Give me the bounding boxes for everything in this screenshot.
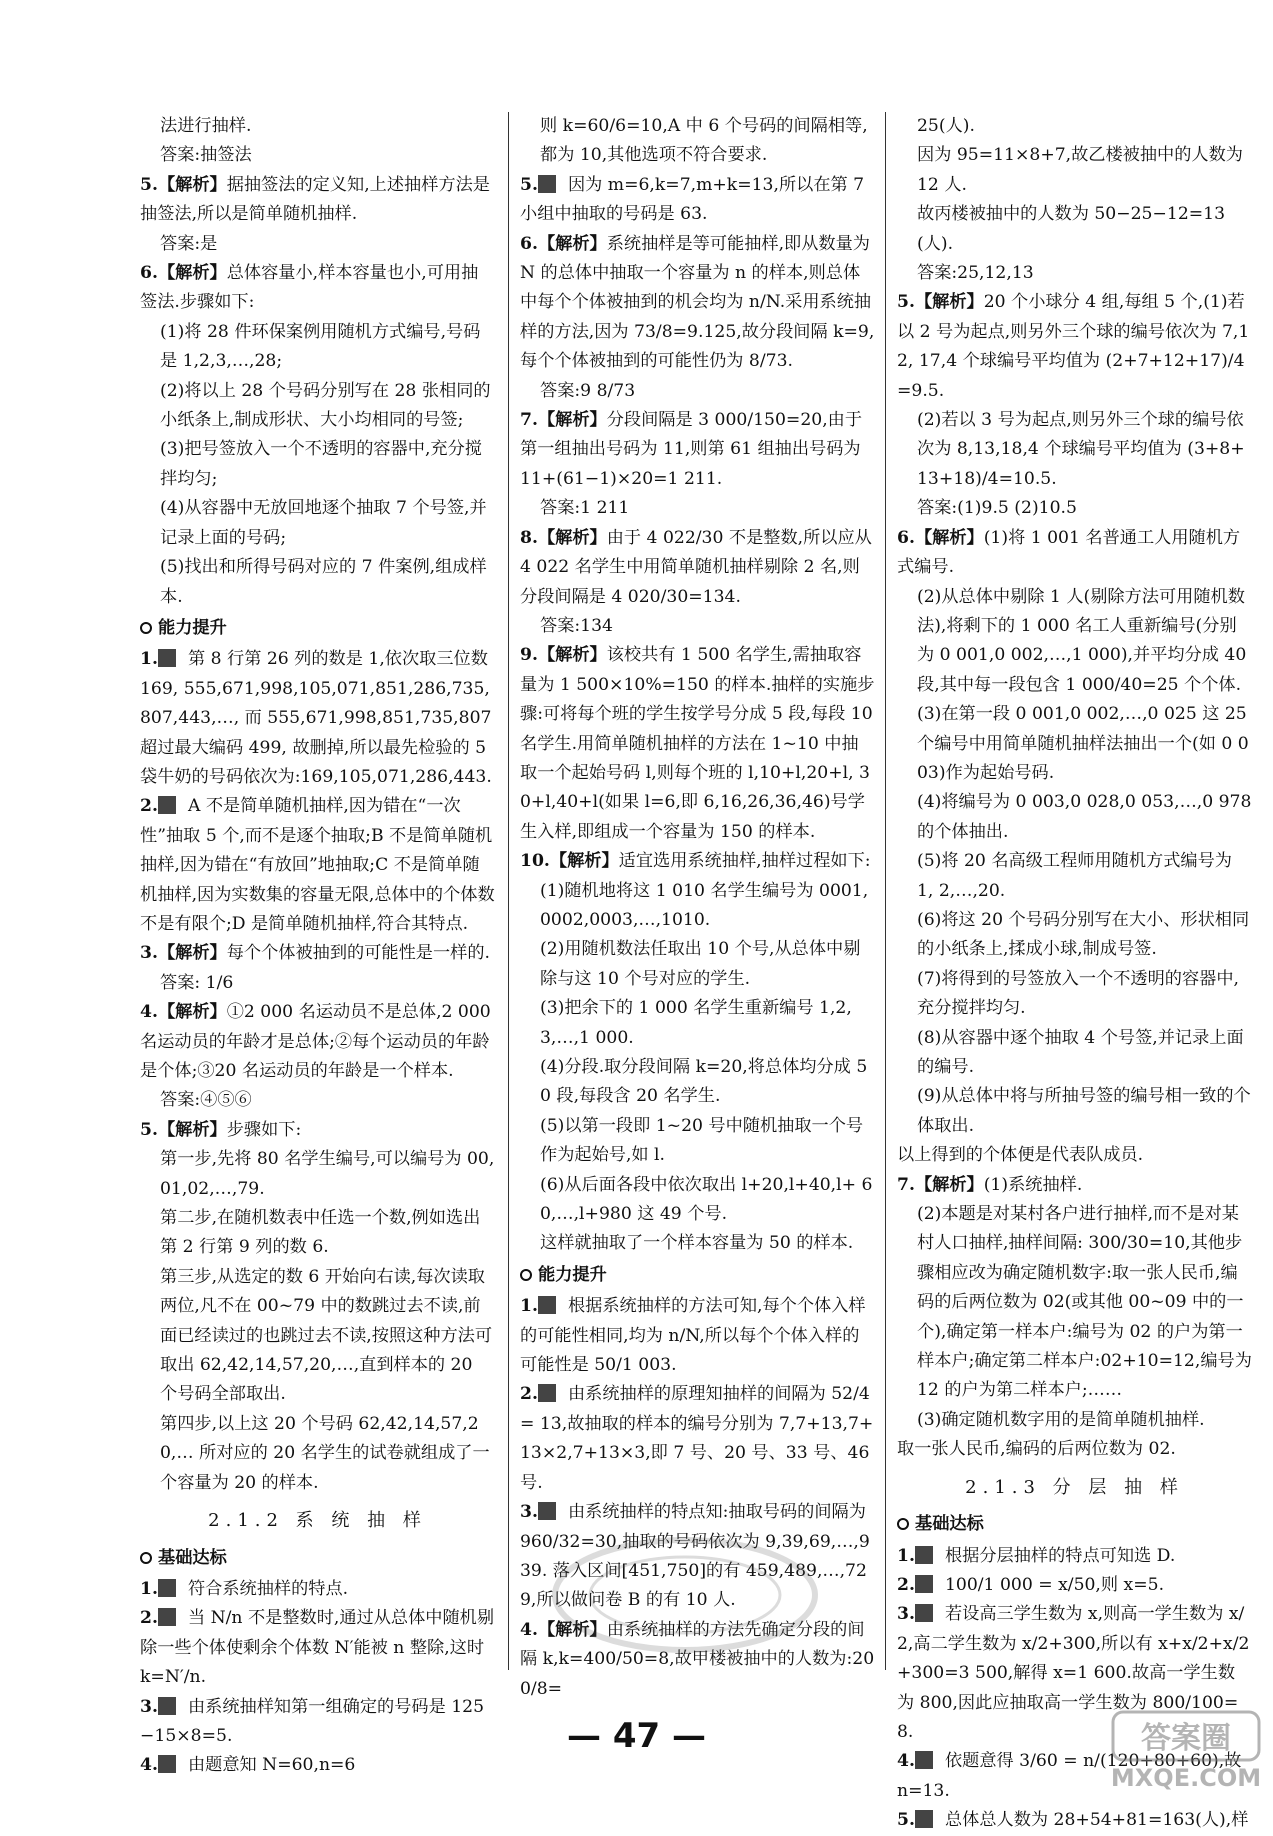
item-text: 第 8 行第 26 列的数是 1,依次取三位数 169, 555,671,998,105,071,851,286,735,807,443,…, 而 555,671,998,851,735,807 超过最大编码 499, 故删掉,所以最先检验的 5 袋牛奶的号码依次为:169,105,071,286,443. [140, 649, 492, 787]
item-number: 5. [520, 174, 538, 195]
item-text: (1)系统抽样. [983, 1174, 1083, 1195]
section-heading [140, 1544, 495, 1573]
item-text: 步骤如下: [226, 1119, 302, 1140]
analysis-mark-icon [158, 649, 176, 667]
item-text: 20 个小球分 4 组,每组 5 个,(1)若以 2 号为起点,则另外三个球的编号依次为 7,12, 17,4 个球编号平均值为 (2+7+12+17)/4=9.5. [897, 292, 1250, 401]
analysis-mark-icon [158, 1697, 176, 1715]
analysis-mark-icon [538, 1296, 556, 1314]
item-text: 当 N/n 不是整数时,通过从总体中随机剔除一些个体使剩余个体数 N′能被 n 整除,这时 k=N′/n. [140, 1608, 495, 1688]
text-line: 法进行抽样. [160, 116, 252, 136]
faded-stamp [545, 1530, 825, 1660]
item-text: 100/1 000 = x/50,则 x=5. [944, 1574, 1165, 1595]
answer-item [520, 524, 875, 612]
item-text: 总体容量小,样本容量也小,可用抽签法.步骤如下: [140, 263, 479, 313]
text-line: 25(人). [917, 116, 975, 136]
answer-item [140, 259, 495, 318]
answer-item [140, 1604, 495, 1692]
answer-item [897, 1542, 1252, 1571]
item-number: 7. [897, 1174, 915, 1195]
text-line: 这样就抽取了一个样本容量为 50 的样本. [540, 1233, 854, 1254]
item-text: 根据分层抽样的特点可知选 D. [944, 1545, 1176, 1566]
analysis-tag: 【解析】 [157, 1002, 227, 1023]
item-number: 2. [140, 796, 158, 817]
item-number: 7. [520, 410, 538, 431]
analysis-mark-icon [915, 1546, 933, 1564]
answer-item [520, 1292, 875, 1380]
text-line: 则 k=60/6=10,A 中 6 个号码的间隔相等,都为 10,其他选项不符合要求. [540, 116, 868, 166]
item-number: 1. [140, 649, 158, 670]
section-bullet-icon [140, 622, 152, 634]
text-line: (4)从容器中无放回地逐个抽取 7 个号签,并记录上面的号码; [160, 498, 487, 548]
text-line: (2)从总体中剔除 1 人(剔除方法可用随机数法),将剩下的 1 000 名工人重新编号(分别为 0 001,0 002,…,1 000),并平均分成 40 段,其中每一段包含 1 000/40=25 个个体. [917, 586, 1247, 695]
analysis-tag: 【解析】 [537, 645, 607, 666]
section-heading-text: 基础达标 [915, 1514, 984, 1535]
text-line: (4)分段.取分段间隔 k=20,将总体均分成 50 段,每段含 20 名学生. [540, 1057, 868, 1107]
item-text: 因为 m=6,k=7,m+k=13,所以在第 7 小组中抽取的号码是 63. [520, 174, 865, 225]
text-line: (3)在第一段 0 001,0 002,…,0 025 这 25 个编号中用简单随机抽样法抽出一个(如 0 003)作为起始号码. [917, 704, 1249, 783]
text-line: 答案:抽签法 [160, 145, 252, 166]
answer-item [140, 1575, 495, 1604]
item-text: 由系统抽样的特点知:抽取号码的间隔为 960/32=30,抽取的号码依次为 9,39,69,…,939. 落入区间[451,750]的有 459,489,…,729,所以做问卷 B 的有 10 人. [520, 1502, 870, 1611]
answer-item [520, 1380, 875, 1498]
text-line: (7)将得到的号签放入一个不透明的容器中,充分搅拌均匀. [917, 968, 1239, 1019]
section-bullet-icon [520, 1269, 532, 1281]
section-heading-text: 能力提升 [538, 1264, 607, 1285]
analysis-mark-icon [538, 175, 556, 193]
watermark-title: 答案圈 [1141, 1721, 1231, 1756]
text-line: (8)从容器中逐个抽取 4 个号签,并记录上面的编号. [917, 1027, 1244, 1077]
analysis-tag: 【解析】 [537, 527, 607, 548]
item-number: 4. [140, 1002, 158, 1023]
analysis-tag: 【解析】 [914, 292, 984, 313]
column-middle [520, 112, 875, 1699]
analysis-tag: 【解析】 [537, 233, 607, 254]
item-text: (1)将 1 001 名普通工人用随机方式编号. [897, 527, 1241, 578]
item-number: 4. [520, 1619, 538, 1640]
item-text: 由系统抽样的原理知抽样的间隔为 52/4= 13,故抽取的样本的编号分别为 7,7+13,7+13×2,7+13×3,即 7 号、20 号、33 号、46 号. [520, 1384, 874, 1493]
text-line: (1)随机地将这 1 010 名学生编号为 0001, 0002,0003,…,1010. [540, 880, 869, 930]
item-number: 1. [897, 1545, 915, 1566]
item-number: 3. [140, 1696, 158, 1717]
text-line: (2)本题是对某村各户进行抽样,而不是对某村人口抽样,抽样间隔: 300/30=10,其他步骤相应改为确定随机数字:取一张人民币,编码的后两位数为 02(或其他 00~09 中的一个),确定第一样本户:编号为 02 的户为第一样本户;确定第二样本户:02+10=12,编号为 12 的户为第二样本户;…… [917, 1204, 1252, 1401]
analysis-mark-icon [538, 1384, 556, 1402]
item-number: 5. [897, 292, 915, 313]
text-line: (2)用随机数法任取出 10 个号,从总体中剔除与这 10 个号对应的学生. [540, 939, 861, 989]
site-logo-watermark [1111, 1710, 1261, 1794]
item-number: 1. [140, 1578, 158, 1599]
page-number: — 47 — [567, 1716, 706, 1756]
item-text: ①2 000 名运动员不是总体,2 000 名运动员的年龄才是总体;②每个运动员的年龄是个体;③20 名运动员的年龄是一个样本. [140, 1002, 491, 1081]
analysis-tag: 【解析】 [157, 263, 227, 284]
section-bullet-icon [140, 1552, 152, 1564]
text-line: (5)找出和所得号码对应的 7 件案例,组成样本. [160, 557, 487, 607]
analysis-tag: 【解析】 [157, 174, 227, 195]
subsection-title: 2.1.3 分 层 抽 样 [965, 1476, 1184, 1498]
analysis-tag: 【解析】 [549, 851, 619, 872]
item-number: 5. [897, 1810, 915, 1831]
answer-item [520, 847, 875, 876]
text-line: (5)以第一段即 1~20 号中随机抽取一个号作为起始号,如 l. [540, 1115, 864, 1166]
answer-item [140, 939, 495, 968]
item-number: 3. [897, 1604, 915, 1625]
watermark-url: MXQE.COM [1110, 1764, 1262, 1792]
analysis-mark-icon [915, 1575, 933, 1593]
item-text: 由于 4 022/30 不是整数,所以应从 4 022 名学生中用简单随机抽样剔除 2 名,则分段间隔是 4 020/30=134. [520, 527, 872, 607]
section-heading-text: 能力提升 [158, 617, 227, 638]
item-text: 据抽签法的定义知,上述抽样方法是抽签法,所以是简单随机抽样. [140, 174, 490, 225]
analysis-mark-icon [158, 1755, 176, 1773]
item-number: 2. [520, 1384, 538, 1405]
section-bullet-icon [897, 1518, 909, 1530]
text-line: (5)将 20 名高级工程师用随机方式编号为 1, 2,…,20. [917, 851, 1232, 901]
item-number: 10. [520, 851, 550, 872]
item-text: 每个个体被抽到的可能性是一样的. [226, 943, 490, 964]
item-number: 4. [897, 1751, 915, 1772]
analysis-tag: 【解析】 [157, 943, 227, 964]
text-line: (4)将编号为 0 003,0 028,0 053,…,0 978 的个体抽出. [917, 792, 1252, 842]
answer-item [520, 641, 875, 847]
answer-item [520, 230, 875, 377]
answer-item [520, 406, 875, 494]
item-number: 4. [140, 1755, 158, 1776]
text-line: (2)若以 3 号为起点,则另外三个球的编号依次为 8,13,18,4 个球编号平均值为 (3+8+13+18)/4=10.5. [917, 410, 1245, 489]
answer-item [897, 1806, 1252, 1835]
item-text: 若设高三学生数为 x,则高一学生数为 x/2,高二学生数为 x/2+300,所以有 x+x/2+x/2+300=3 500,解得 x=1 600.故高一学生数为 800,因此应抽取高一学生数为 800/100=8. [897, 1604, 1250, 1742]
item-number: 5. [140, 174, 158, 195]
answer-item [897, 1171, 1252, 1200]
item-text: 由题意知 N=60,n=6 [187, 1755, 356, 1776]
item-number: 1. [520, 1296, 538, 1317]
item-number: 6. [140, 263, 158, 284]
text-line: 答案:1 211 [540, 498, 630, 519]
item-number: 5. [140, 1119, 158, 1140]
item-number: 3. [140, 943, 158, 964]
analysis-tag: 【解析】 [914, 527, 984, 548]
text-line: 答案:(1)9.5 (2)10.5 [917, 498, 1077, 519]
text-line: 答案: 1/6 [160, 972, 234, 993]
section-heading [520, 1261, 875, 1290]
item-text: 由系统抽样的方法先确定分段的间隔 k,k=400/50=8,故甲楼被抽中的人数为:200/8= [520, 1619, 875, 1699]
item-number: 6. [520, 233, 538, 254]
section-heading [140, 614, 495, 643]
column-left [140, 112, 495, 1776]
answer-item [140, 998, 495, 1086]
answer-item [897, 1571, 1252, 1600]
answer-item [140, 171, 495, 230]
analysis-tag: 【解析】 [537, 1619, 607, 1640]
analysis-tag: 【解析】 [537, 410, 607, 431]
subsection-title: 2.1.2 系 统 抽 样 [208, 1510, 427, 1532]
item-number: 9. [520, 645, 538, 666]
item-number: 2. [897, 1574, 915, 1595]
analysis-mark-icon [915, 1810, 933, 1828]
analysis-mark-icon [158, 1579, 176, 1597]
text-line: 因为 95=11×8+7,故乙楼被抽中的人数为 12 人. [917, 145, 1243, 195]
text-line: 答案:9 8/73 [540, 380, 636, 401]
section-heading [897, 1510, 1252, 1539]
text-line: 答案:134 [540, 615, 613, 636]
text-line: (1)将 28 件环保案例用随机方式编号,号码是 1,2,3,…,28; [160, 321, 481, 372]
item-text: 分段间隔是 3 000/150=20,由于第一组抽出号码为 11,则第 61 组抽出号码为 11+(61−1)×20=1 211. [520, 410, 863, 489]
item-number: 8. [520, 527, 538, 548]
text-line: (6)将这 20 个号码分别写在大小、形状相同的小纸条上,揉成小球,制成号签. [917, 909, 1250, 960]
item-text: 根据系统抽样的方法可知,每个个体入样的可能性相同,均为 n/N,所以每个个体入样的可能性是 50/1 003. [520, 1296, 866, 1376]
item-number: 3. [520, 1502, 538, 1523]
item-text: 适宜选用系统抽样,抽样过程如下: [618, 851, 871, 872]
text-line: (9)从总体中将与所抽号签的编号相一致的个体取出. [917, 1086, 1251, 1136]
text-line: (3)把余下的 1 000 名学生重新编号 1,2, 3,…,1 000. [540, 998, 852, 1048]
item-text: 该校共有 1 500 名学生,需抽取容量为 1 500×10%=150 的样本.抽样的实施步骤:可将每个班的学生按学号分成 5 段,每段 10 名学生.用简单随机抽样的方法在 1~10 中抽取一个起始号码 l,则每个班的 l,10+l,20+l, 30+l,40+l(如果 l=6,即 6,16,26,36,46)号学生入样,即组成一个容量为 150 的样本. [520, 645, 875, 842]
text-line: 取一张人民币,编码的后两位数为 02. [897, 1439, 1176, 1460]
item-number: 6. [897, 527, 915, 548]
section-heading-text: 基础达标 [158, 1547, 227, 1568]
text-line: 第三步,从选定的数 6 开始向右读,每次读取两位,凡不在 00~79 中的数跳过去不读,前面已经读过的也跳过去不读,按照这种方法可取出 62,42,14,57,20,…,直到样本的 20 个号码全部取出. [160, 1266, 493, 1405]
item-number: 2. [140, 1608, 158, 1629]
answer-item [140, 792, 495, 939]
column-divider [508, 112, 509, 1670]
text-line: (6)从后面各段中依次取出 l+20,l+40,l+ 60,…,l+980 这 49 个号. [540, 1174, 873, 1225]
answer-item [897, 288, 1252, 406]
analysis-mark-icon [158, 1608, 176, 1626]
text-line: 答案:是 [160, 233, 218, 254]
text-line: (3)把号签放入一个不透明的容器中,充分搅拌均匀; [160, 439, 482, 489]
item-text: 由系统抽样知第一组确定的号码是 125−15×8=5. [140, 1696, 485, 1746]
answer-item [140, 645, 495, 792]
item-text: 系统抽样是等可能抽样,即从数量为 N 的总体中抽取一个容量为 n 的样本,则总体中每个个体被抽到的机会均为 n/N.采用系统抽样的方法,因为 73/8=9.125,故分段间隔 k=9,每个个体被抽到的可能性仍为 8/73. [520, 233, 875, 372]
text-line: 第四步,以上这 20 个号码 62,42,14,57,20,… 所对应的 20 名学生的试卷就组成了一个容量为 20 的样本. [160, 1413, 490, 1493]
item-text: 符合系统抽样的特点. [187, 1578, 349, 1599]
analysis-mark-icon [915, 1604, 933, 1622]
text-line: 答案:④⑤⑥ [160, 1090, 252, 1111]
answer-item [897, 524, 1252, 583]
item-text: 依题意得 3/60 = n/(120+80+60),故 n=13. [897, 1751, 1242, 1801]
item-text: A 不是简单随机抽样,因为错在“一次性”抽取 5 个,而不是逐个抽取;B 不是简单随机抽样,因为错在“有放回”地抽取;C 不是简单随机抽样,因为实数集的容量无限,总体中的个体数不是有限个;D 是简单随机抽样,符合其特点. [140, 796, 495, 934]
text-line: (3)确定随机数字用的是简单随机抽样. [917, 1409, 1205, 1430]
analysis-tag: 【解析】 [914, 1174, 984, 1195]
column-divider [885, 112, 886, 1670]
analysis-mark-icon [158, 796, 176, 814]
text-line: (2)将以上 28 个号码分别写在 28 张相同的小纸条上,制成形状、大小均相同的号签; [160, 380, 491, 431]
text-line: 第一步,先将 80 名学生编号,可以编号为 00, 01,02,…,79. [160, 1149, 495, 1199]
analysis-tag: 【解析】 [157, 1119, 227, 1140]
item-text: 总体总人数为 28+54+81=163(人),样 [944, 1810, 1249, 1831]
text-line: 第二步,在随机数表中任选一个数,例如选出第 2 行第 9 列的数 6. [160, 1208, 481, 1258]
answer-item [520, 171, 875, 230]
analysis-mark-icon [538, 1502, 556, 1520]
text-line: 以上得到的个体便是代表队成员. [897, 1145, 1144, 1166]
text-line: 故丙楼被抽中的人数为 50−25−12=13(人). [917, 204, 1226, 254]
answer-item [140, 1116, 495, 1145]
text-line: 答案:25,12,13 [917, 263, 1034, 284]
